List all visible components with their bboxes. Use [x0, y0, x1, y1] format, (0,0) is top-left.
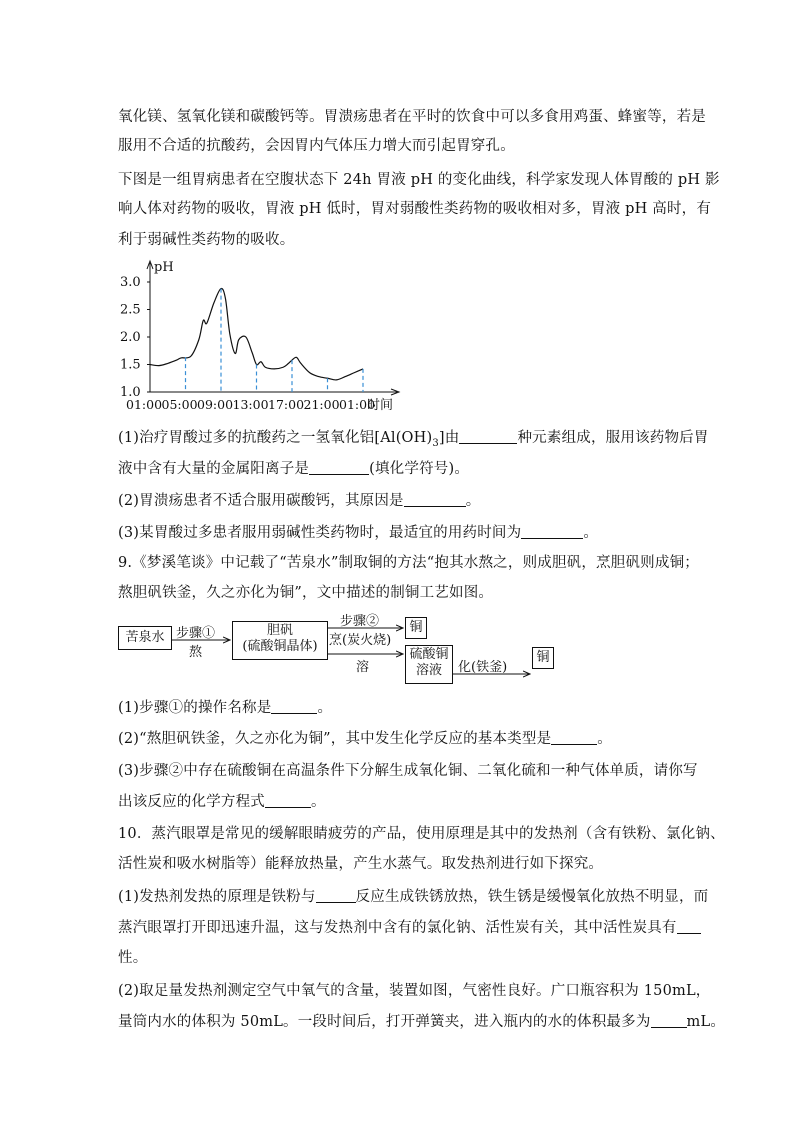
- step2-action: 烹(炭火烧): [329, 633, 392, 648]
- question-9-3: (3)步骤②中存在硫酸铜在高温条件下分解生成氧化铜、二氧化硫和一种气体单质，请你写: [118, 763, 698, 779]
- step1-action: 熬: [189, 645, 203, 660]
- dissolve-label: 溶: [356, 660, 370, 675]
- question-9-2: [118, 727, 612, 748]
- q9-3-text: 出该反应的化学方程式: [118, 794, 265, 810]
- question-10-1-cont: [118, 916, 701, 937]
- paragraph-line: 下图是一组胃病患者在空腹状态下 24h 胃液 pH 的变化曲线，科学家发现人体胃酸的 pH 影: [118, 172, 720, 188]
- q9-1-end: 。: [317, 700, 333, 716]
- step1-label: 步骤①: [176, 626, 216, 641]
- q9-3-end: 。: [311, 794, 326, 810]
- paragraph-line: 服用不合适的抗酸药，会因胃内气体压力增大而引起胃穿孔。: [118, 138, 515, 154]
- q9-2-end: 。: [597, 731, 612, 747]
- x-tick-label: 13:00: [232, 397, 269, 412]
- q8-3-end: 。: [583, 525, 599, 541]
- question-9-intro: 9.《梦溪笔谈》中记载了“苦泉水”制取铜的方法“抱其水熬之，则成胆矾，烹胆矾则成铜；: [118, 555, 699, 571]
- copper-box-1: 铜: [405, 617, 427, 639]
- question-10-intro: 活性炭和吸水树脂等）能释放热量，产生水蒸气。取发热剂进行如下探究。: [118, 856, 604, 872]
- y-tick-label: 3.0: [120, 275, 141, 290]
- q10-1-text-a: (1)发热剂发热的原理是铁粉与: [118, 889, 316, 905]
- q9-1-text: (1)步骤①的操作名称是: [118, 700, 272, 716]
- answer-blank[interactable]: [271, 699, 317, 714]
- question-10-1-end: 性。: [118, 950, 148, 966]
- y-axis-label: pH: [154, 260, 174, 275]
- y-tick-label: 1.5: [120, 357, 141, 373]
- q10-2-unit: mL。: [686, 1014, 726, 1030]
- solution-name: 硫酸铜: [409, 647, 449, 662]
- q8-1-text-b: ]由: [438, 430, 460, 446]
- paragraph-line: 利于弱碱性类药物的吸收。: [118, 232, 295, 248]
- question-9-3-cont: [118, 790, 326, 811]
- question-9-1: [118, 696, 332, 717]
- question-10-intro: 10．蒸汽眼罩是常见的缓解眼睛疲劳的产品，使用原理是其中的发热剂（含有铁粉、氯化钠、: [118, 826, 725, 842]
- step3-label: 化(铁釜): [458, 660, 508, 675]
- q10-1-text-b: 反应生成铁锈放热，铁生锈是缓慢氧化放热不明显，而: [355, 889, 709, 905]
- q8-3-text: (3)某胃酸过多患者服用弱碱性类药物时，最适宜的用药时间为: [118, 525, 522, 541]
- x-tick-label: 05:00: [161, 397, 198, 412]
- x-tick-label: 09:00: [197, 397, 234, 412]
- q10-1-text-c: 蒸汽眼罩打开即迅速升温，这与发热剂中含有的氯化钠、活性炭有关，其中活性炭具有: [118, 920, 677, 936]
- step2-label: 步骤②: [340, 614, 380, 629]
- question-10-2-cont: [118, 1010, 725, 1031]
- x-axis-label: 时间: [367, 398, 394, 413]
- q8-1-text-a: (1)治疗胃酸过多的抗酸药之一氢氧化铝[Al(OH): [118, 430, 433, 446]
- copper-box-2: 铜: [532, 647, 554, 669]
- paragraph-line: 氧化镁、氢氧化镁和碳酸钙等。胃溃疡患者在平时的饮食中可以多食用鸡蛋、蜂蜜等，若是: [118, 109, 706, 125]
- x-tick-label: 17:00: [268, 397, 305, 412]
- x-tick-label: 01:00: [339, 397, 376, 412]
- q8-1-text-c: 种元素组成，服用该药物后胃: [517, 430, 709, 446]
- y-tick-label: 2.5: [120, 302, 141, 318]
- subscript-3: 3: [432, 437, 439, 449]
- q8-1-text-e: (填化学符号)。: [369, 461, 470, 477]
- answer-blank[interactable]: [677, 919, 701, 934]
- x-tick-label: 01:00: [126, 397, 163, 412]
- q9-2-text: (2)“熬胆矾铁釜，久之亦化为铜”，其中发生化学反应的基本类型是: [118, 731, 552, 747]
- y-tick-label: 2.0: [120, 330, 141, 345]
- paragraph-line: 响人体对药物的吸收，胃液 pH 低时，胃对弱酸性类药物的吸收相对多，胃液 pH 高时，有: [118, 201, 712, 217]
- question-9-intro: 熬胆矾铁釜，久之亦化为铜”，文中描述的制铜工艺如图。: [118, 585, 494, 601]
- solution-state: 溶液: [415, 663, 442, 678]
- q8-2-end: 。: [465, 493, 481, 509]
- question-10-2: (2)取足量发热剂测定空气中氧气的含量，装置如图，气密性良好。广口瓶容积为 150mL，: [118, 983, 711, 999]
- answer-blank[interactable]: [551, 730, 597, 745]
- answer-blank[interactable]: [316, 888, 356, 903]
- q8-1-text-d: 液中含有大量的金属阳离子是: [118, 461, 310, 477]
- q10-2-text: 量筒内水的体积为 50mL。一段时间后，打开弹簧夹，进入瓶内的水的体积最多为: [118, 1014, 651, 1030]
- start-box: 苦泉水: [118, 626, 172, 650]
- crystal-name: 胆矾: [266, 623, 293, 638]
- question-10-1: [118, 885, 708, 906]
- y-tick-label: 1.0: [120, 385, 141, 400]
- answer-blank[interactable]: [265, 793, 311, 808]
- q8-2-text: (2)胃溃疡患者不适合服用碳酸钙，其原因是: [118, 493, 404, 509]
- x-tick-label: 21:00: [303, 397, 340, 412]
- crystal-formula: (硫酸铜晶体): [242, 639, 318, 654]
- answer-blank[interactable]: [651, 1013, 687, 1028]
